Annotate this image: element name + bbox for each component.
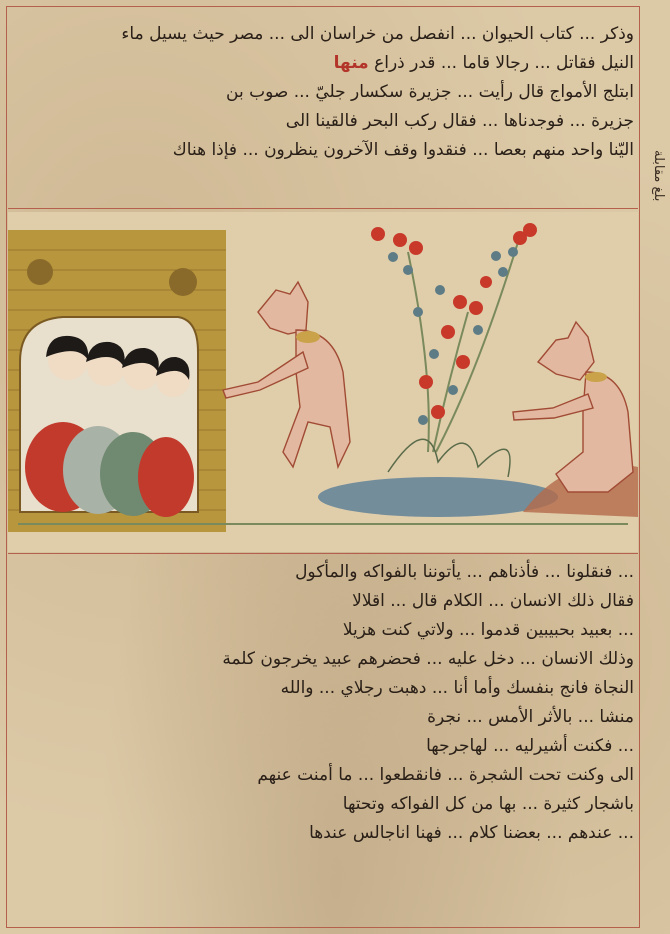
text-line-13: الى وكنت تحت الشجرة ... فانقطعوا ... ما أمنت عنهم xyxy=(257,765,634,785)
bottom-text-block xyxy=(18,558,634,848)
miniature-painting xyxy=(8,212,638,552)
text-line-9: وذلك الانسان ... دخل عليه ... فحضرهم عبيد يخرجون كلمة xyxy=(222,649,634,669)
text-line-7: فقال ذلك الانسان ... الكلام قال ... اقلالا xyxy=(352,591,634,611)
text-line-12: ... فكنت أشيرليه ... لهاجرجها xyxy=(426,736,634,756)
text-line-6: ... فنقلونا ... فأذناهم ... يأتوننا بالفواكه والمأكول xyxy=(295,562,634,582)
text-line-3: ابتلج الأمواج قال رأيت ... جزيرة سكسار جليّ ... صوب بن xyxy=(226,82,634,102)
text-line-4: جزيرة ... فوجدناها ... فقال ركب البحر فالقينا الى xyxy=(285,111,634,131)
water-pool xyxy=(318,477,558,517)
text-line-8: ... بعبيد بحبيبين قدموا ... ولاتي كنت هزيلا xyxy=(342,620,634,640)
text-line-5: اليّنا واحد منهم بعصا ... فنقدوا وقف الآخرون ينظرون ... فإذا هناك xyxy=(172,140,634,160)
margin-note: بلغ مقابلة xyxy=(651,150,666,202)
painting-bottom-rule xyxy=(8,553,638,554)
text-line-1: وذكر ... كتاب الحيوان ... انفصل من خراسان الى ... مصر حيث يسيل ماء xyxy=(121,24,634,44)
text-line-2: النيل فقاتل ... رجالا قاما ... قدر ذراع منها xyxy=(333,53,634,73)
text-line-10: النجاة فانج بنفسك وأما أنا ... دهبت رجلاي ... والله xyxy=(280,678,634,698)
text-line-14: باشجار كثيرة ... بها من كل الفواكه وتحتها xyxy=(342,794,634,814)
text-line-15: ... عندهم ... بعضنا كلام ... فهنا اناجالس عندها xyxy=(309,823,634,843)
text-line-11: منشا ... بالأثر الأمس ... نجرة xyxy=(427,707,634,727)
rubric-word: منها xyxy=(333,53,369,73)
painting-top-rule xyxy=(8,208,638,209)
top-text-block xyxy=(18,20,634,165)
